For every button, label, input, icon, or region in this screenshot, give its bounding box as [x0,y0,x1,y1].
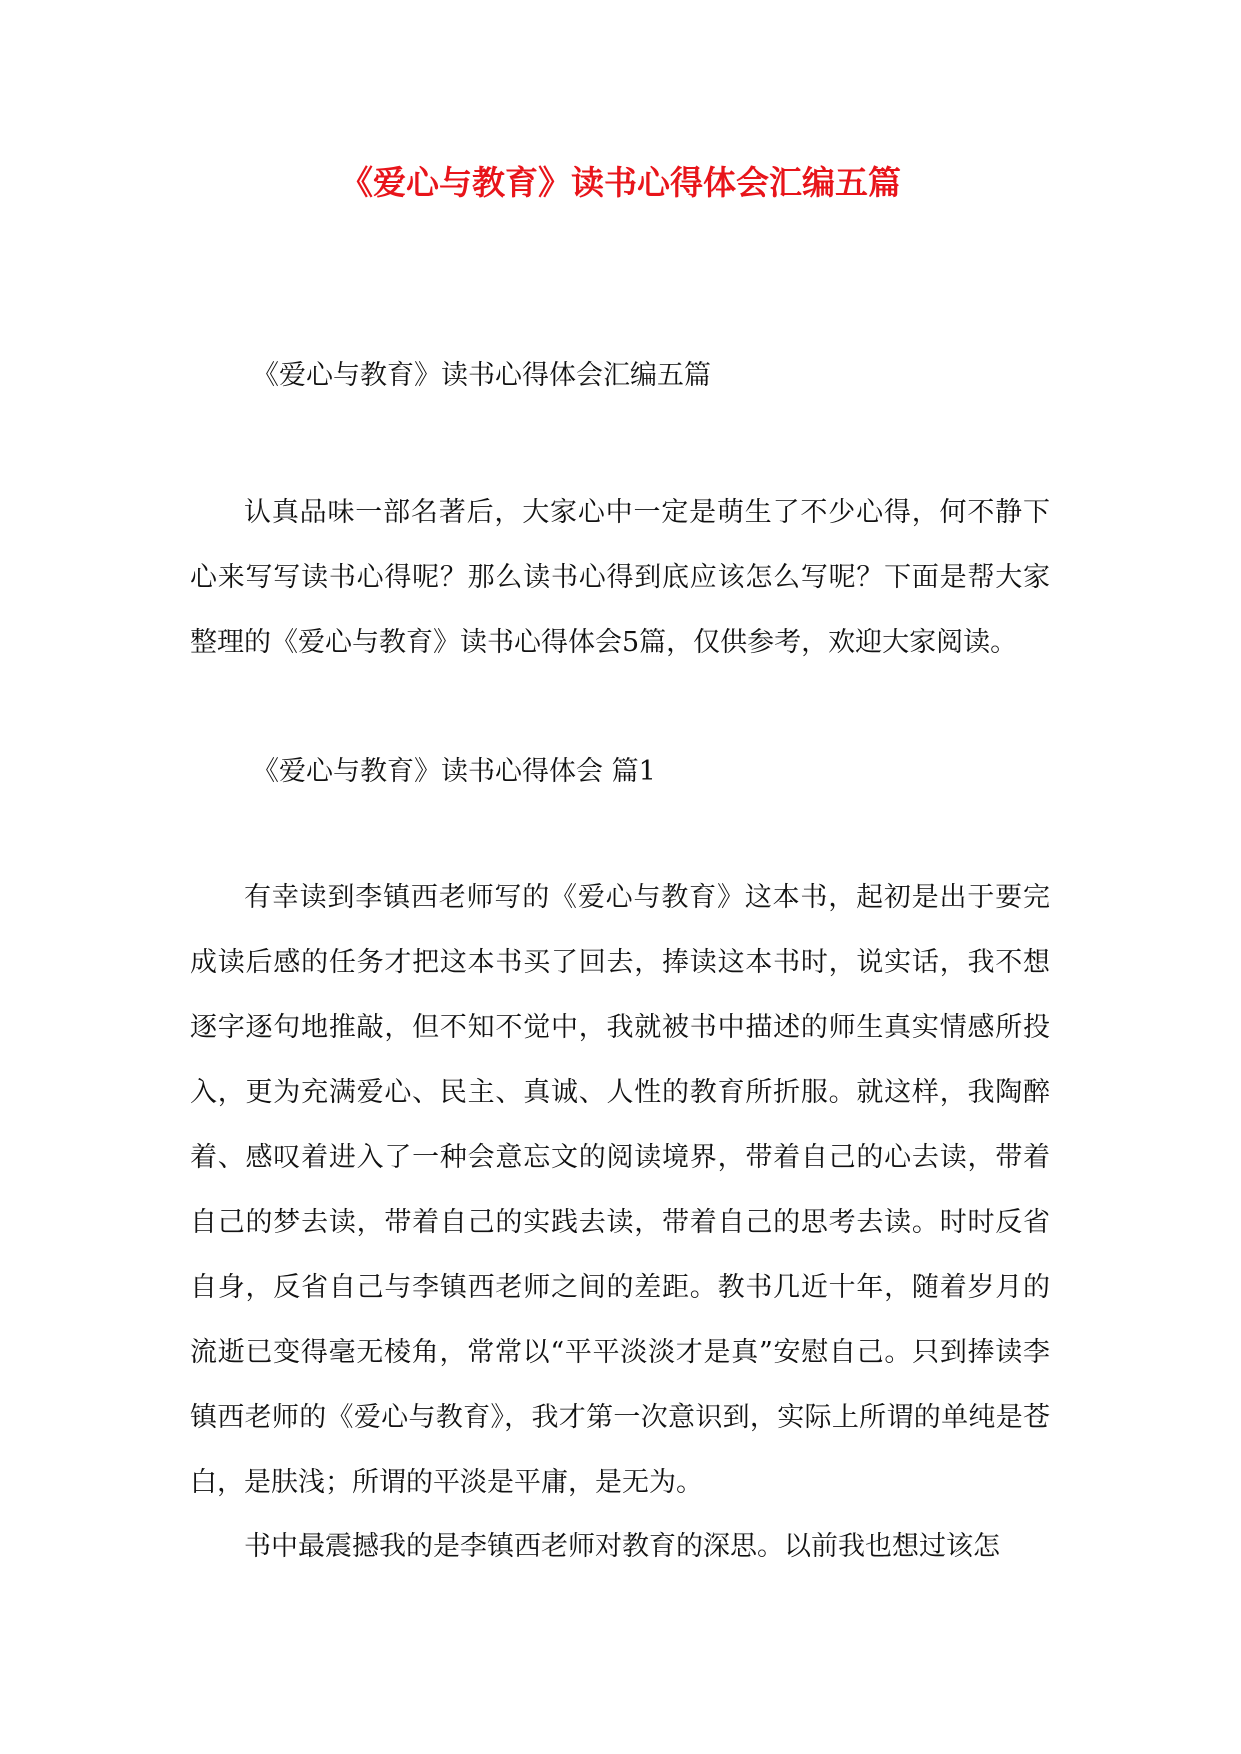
body-paragraph-1: 有幸读到李镇西老师写的《爱心与教育》这本书，起初是出于要完成读后感的任务才把这本书买了回去，捧读这本书时，说实话，我不想逐字逐句地推敲，但不知不觉中，我就被书中描述的师生真实情感所投入，更为充满爱心、民主、真诚、人性的教育所折服。就这样，我陶醉着、感叹着进入了一种会意忘文的阅读境界，带着自己的心去读，带着自己的梦去读，带着自己的实践去读，带着自己的思考去读。时时反省自身，反省自己与李镇西老师之间的差距。教书几近十年，随着岁月的流逝已变得毫无棱角，常常以“平平淡淡才是真”安慰自己。只到捧读李镇西老师的《爱心与教育》，我才第一次意识到，实际上所谓的单纯是苍白，是肤浅；所谓的平淡是平庸，是无为。 [190,882,1050,1498]
section-heading: 《爱心与教育》读书心得体会 篇1 [252,756,656,787]
document-subtitle: 《爱心与教育》读书心得体会汇编五篇 [252,360,711,391]
document-title: 《爱心与教育》读书心得体会汇编五篇 [340,163,901,202]
intro-paragraph: 认真品味一部名著后，大家心中一定是萌生了不少心得，何不静下心来写写读书心得呢？那么读书心得到底应该怎么写呢？下面是帮大家整理的《爱心与教育》读书心得体会5篇，仅供参考，欢迎大家阅读。 [190,497,1050,658]
body-paragraph-2: 书中最震撼我的是李镇西老师对教育的深思。以前我也想过该怎 [244,1531,1000,1562]
